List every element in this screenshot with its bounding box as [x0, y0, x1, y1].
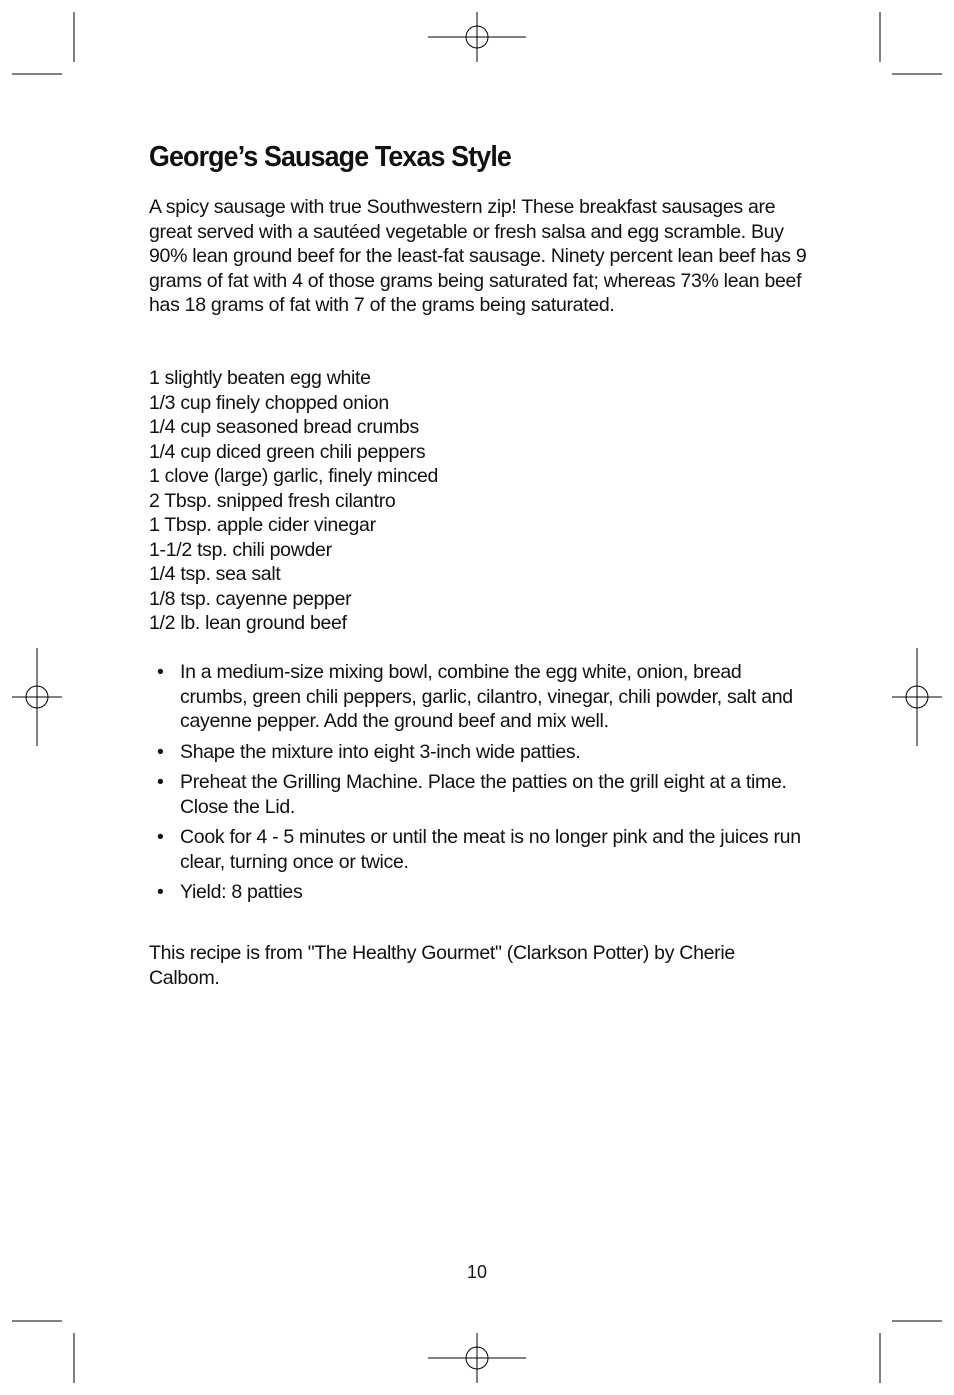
- ingredient-item: 1/3 cup finely chopped onion: [149, 391, 389, 414]
- bullet-icon: •: [157, 740, 164, 763]
- recipe-source-note: This recipe is from "The Healthy Gourmet" (Clarkson Potter) by Cherie Calbom.: [149, 942, 735, 989]
- instruction-list: [149, 660, 809, 911]
- instruction-step: [149, 770, 809, 819]
- recipe-intro: A spicy sausage with true Southwestern zip! These breakfast sausages are great served with a sautéed vegetable or fresh salsa and egg scramble. Buy 90% lean ground beef for the least-fat sausage. Ninety percent lean beef has 9 grams of fat with 4 of those grams being saturated fat; whereas 73% lean beef has 18 grams of fat with 7 of the grams being saturated.: [149, 196, 807, 316]
- ingredient-item: 1/8 tsp. cayenne pepper: [149, 587, 352, 610]
- instruction-step: [149, 740, 809, 765]
- instruction-step: [149, 880, 809, 905]
- page-number: 10: [466, 1262, 488, 1282]
- instruction-text: In a medium-size mixing bowl, combine the egg white, onion, bread crumbs, green chili peppers, garlic, cilantro, vinegar, chili powder, salt and cayenne pepper. Add the ground beef and mix well.: [180, 661, 793, 732]
- ingredient-item: 2 Tbsp. snipped fresh cilantro: [149, 489, 396, 512]
- bullet-icon: •: [157, 661, 164, 683]
- instruction-text: Shape the mixture into eight 3-inch wide patties.: [180, 740, 581, 763]
- instruction-text: Yield: 8 patties: [180, 881, 303, 903]
- ingredient-item: 1 clove (large) garlic, finely minced: [149, 465, 439, 487]
- ingredient-item: 1 slightly beaten egg white: [149, 367, 371, 389]
- ingredient-item: 1/4 cup diced green chili peppers: [149, 440, 426, 463]
- bullet-icon: •: [157, 771, 164, 793]
- ingredient-item: 1-1/2 tsp. chili powder: [149, 538, 332, 561]
- recipe-title: George’s Sausage Texas Style: [149, 141, 511, 173]
- instruction-text: Preheat the Grilling Machine. Place the patties on the grill eight at a time. Close the Lid.: [180, 771, 787, 818]
- ingredient-item: 1/2 lb. lean ground beef: [149, 612, 347, 634]
- instruction-step: [149, 660, 809, 734]
- ingredient-item: 1/4 cup seasoned bread crumbs: [149, 416, 419, 438]
- instruction-step: [149, 825, 809, 874]
- ingredient-list: [149, 366, 438, 636]
- bullet-icon: •: [157, 826, 164, 848]
- ingredient-item: 1 Tbsp. apple cider vinegar: [149, 514, 376, 536]
- instruction-text: Cook for 4 - 5 minutes or until the meat is no longer pink and the juices run clear, turning once or twice.: [180, 826, 801, 873]
- bullet-icon: •: [157, 881, 164, 903]
- ingredient-item: 1/4 tsp. sea salt: [149, 563, 281, 585]
